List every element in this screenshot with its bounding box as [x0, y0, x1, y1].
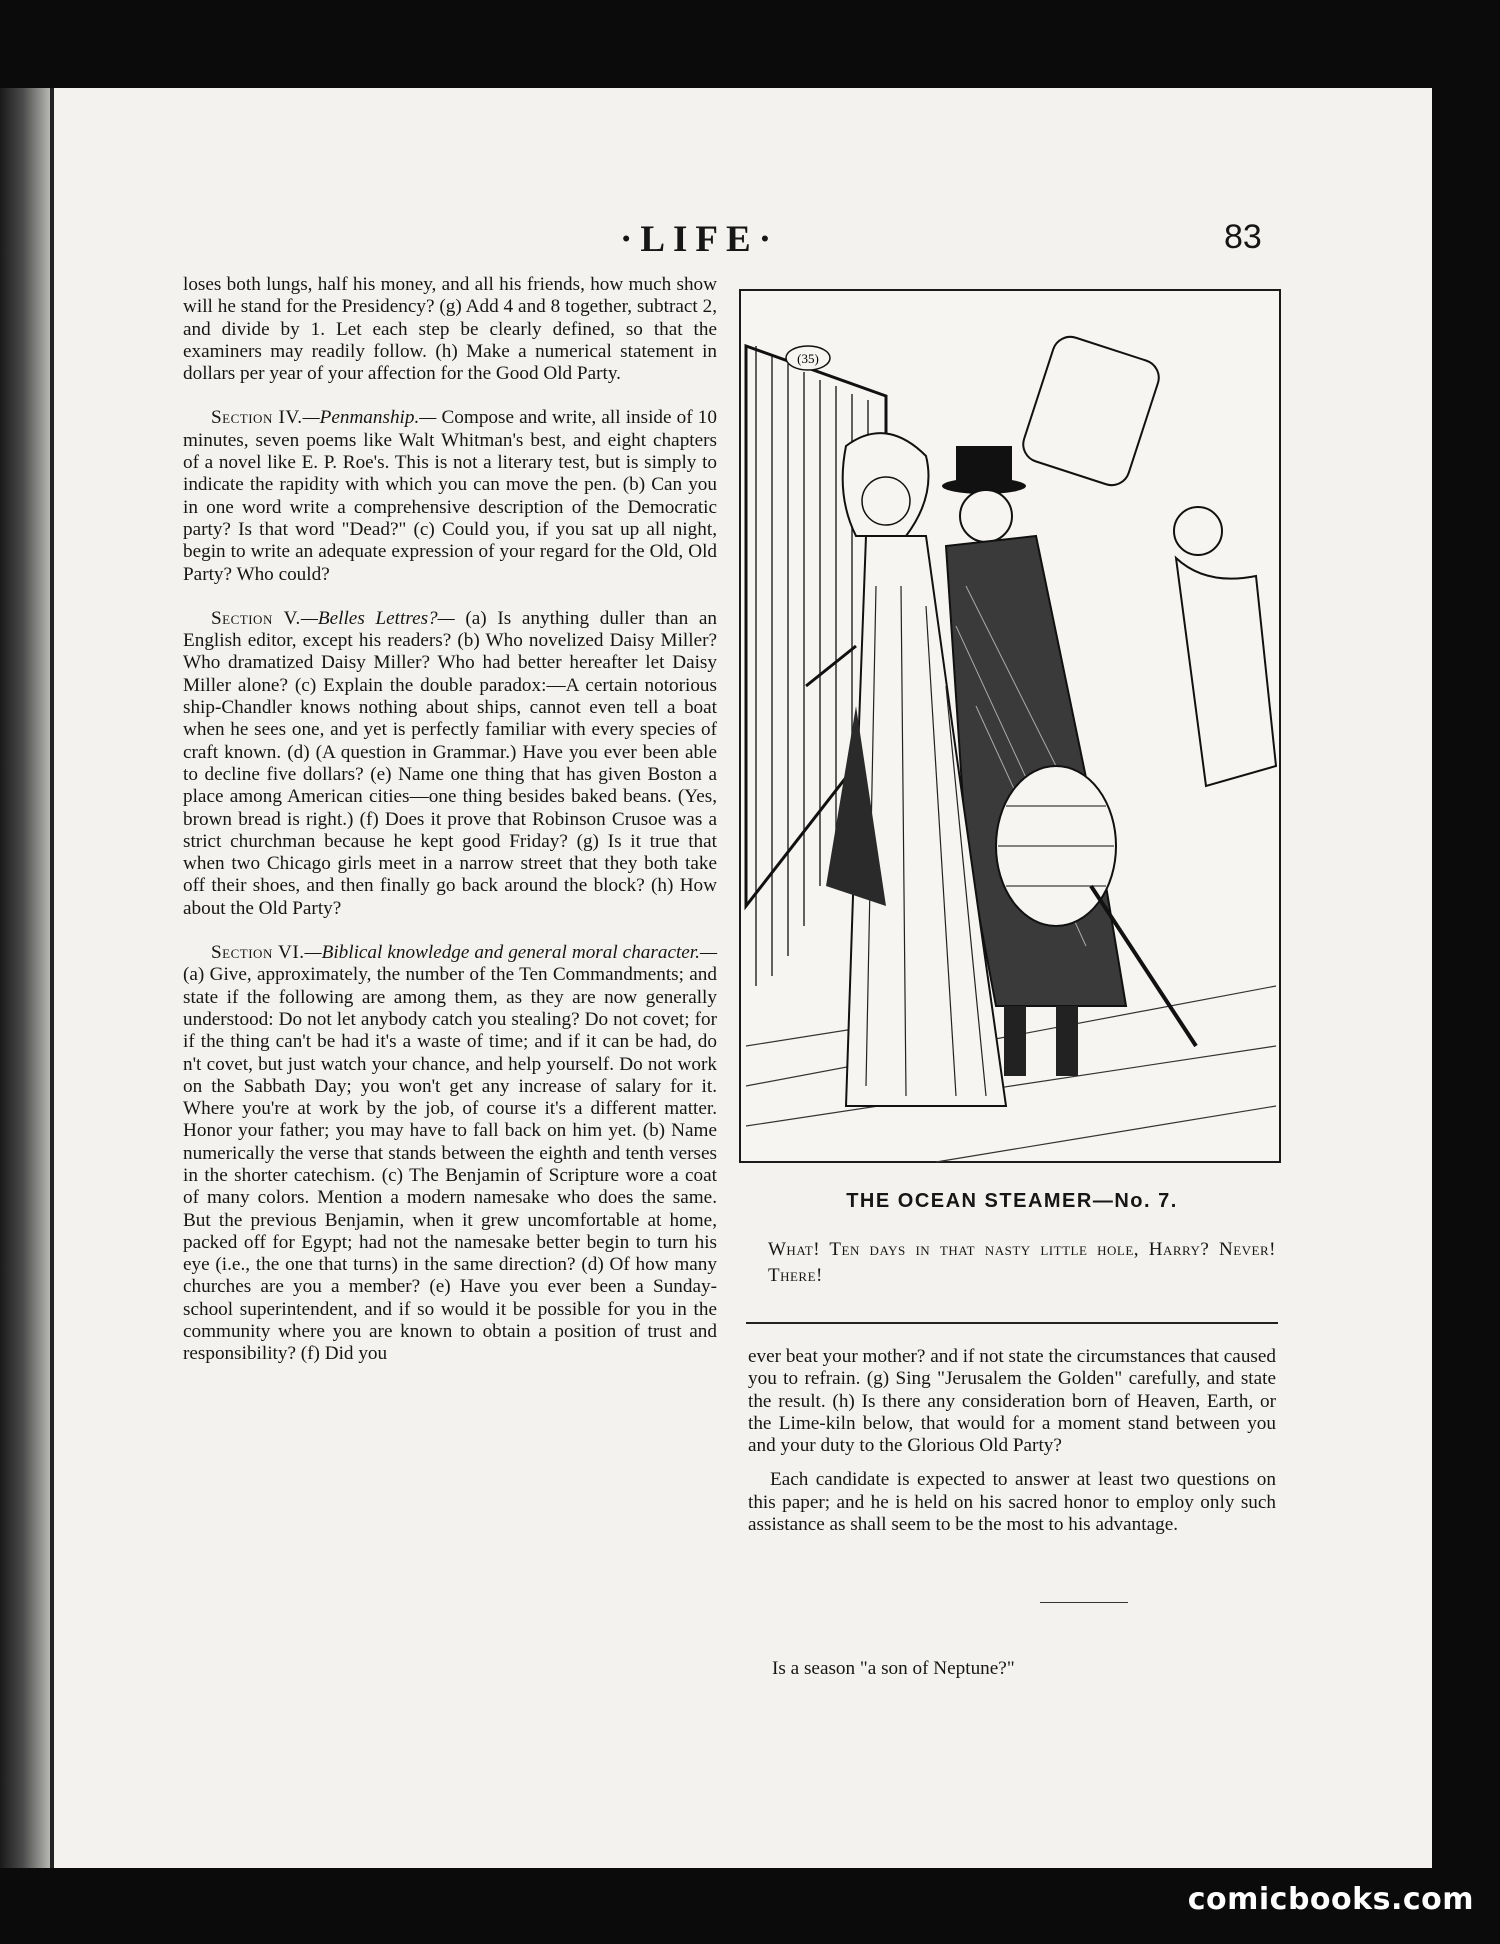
right-column [748, 1346, 1276, 1536]
section-heading: Section V. [211, 607, 301, 629]
section-body: Compose and write, all inside of 10 minutes, seven poems like Walt Whitman's best, and eight chapters of a novel like E. P. Roe's. This is not a literary test, but is simply to indicate the rapidity with which you can move the pen. (b) Can you in one word write a comprehensive description of the Democratic party? Is that word "Dead?" (c) Could you, if you sat up all night, begin to write an adequate expression of your regard for the Old, Old Party? Who could? [183, 407, 717, 585]
section-heading: Section IV. [211, 407, 303, 429]
section-body: (a) Is anything duller than an English editor, except his readers? (b) Who novelized Daisy Miller? Who dramatized Daisy Miller? Who had better hereafter let Daisy Miller alone? (c) Explain the double paradox:—A certain notorious ship-Chandler knows nothing about ships, cannot even tell a boat when he sees one, and yet is perfectly familiar with every species of craft known. (d) (A question in Grammar.) Have you ever been able to decline five dollars? (e) Name one thing that has given Boston a place among American cities—one thing besides baked beans. (Yes, brown bread is right.) (f) Does it prove that Robinson Crusoe was a strict churchman because he kept good Friday? (g) Is it true that when two Chicago girls meet in a narrow street that they both take off their shoes, and then finally go back around the block? (h) How about the Old Party? [183, 607, 718, 919]
watermark: comicbooks.com [1187, 1882, 1474, 1917]
column-divider [746, 1322, 1278, 1324]
section-title: —Biblical knowledge and general moral character.— [304, 942, 718, 964]
paragraph: Each candidate is expected to answer at least two questions on this paper; and he is held on his sacred honor to employ only such assistance as shall seem to be the most to his advantage. [748, 1469, 1276, 1536]
cabin-number: (35) [797, 351, 819, 366]
binding-shadow [0, 88, 56, 1868]
masthead: ·LIFE· [620, 219, 780, 260]
illustration-caption-title: THE OCEAN STEAMER—No. 7. [846, 1190, 1178, 1212]
ocean-steamer-illustration [736, 286, 1284, 1166]
paragraph: ever beat your mother? and if not state the circumstances that caused you to refrain. (g) Sing "Jerusalem the Golden" carefully, and state the result. (h) Is there any consideration born of Heaven, Earth, or the Lime-kiln below, that would for a moment stand between you and your duty to the Glorious Old Party? [748, 1346, 1276, 1457]
section-vi [183, 942, 717, 1366]
section-heading: Section VI. [211, 942, 305, 964]
cabin-number-plate [786, 346, 830, 370]
section-iv [183, 407, 717, 585]
paragraph: loses both lungs, half his money, and all his friends, how much show will he stand for the Presidency? (g) Add 4 and 8 together, subtract 2, and divide by 1. Let each step be clearly defined, so that the examiners may readily follow. (h) Make a numerical statement in dollars per year of your affection for the Good Old Party. [183, 274, 717, 385]
left-column [183, 274, 717, 1366]
short-rule [1040, 1602, 1128, 1603]
page-number: 83 [1224, 218, 1262, 256]
joke-line: Is a season "a son of Neptune?" [772, 1658, 1015, 1679]
section-title: —Penmanship.— [302, 407, 437, 429]
section-body: (a) Give, approximately, the number of the Ten Commandments; and state if the following are among them, as they are now generally understood: Do not let anybody catch you stealing? Do not covet; for if the thing can't be had it's a waste of time; and if it can be had, do n't covet, but just watch your chance, and help yourself. Do not work on the Sabbath Day; you won't get any increase of salary for it. Where you're at work by the job, of course it's a different matter. Honor your father; you may have to fall back on him yet. (b) Name numerically the verse that stands between the eighth and tenth verses in the shorter catechism. (c) The Benjamin of Scripture wore a coat of many colors. Mention a modern namesake who does the same. But the previous Benjamin, when it grew uncomfortable at home, packed off for Egypt; had not the namesake better begin to turn his eye (i.e., the one that turns) in the same direction? (d) Of how many churches are you a member? (e) Have you ever been a Sunday-school superintendent, and if so would it be possible for you in the community where you are known to obtain a position of trust and responsibility? (f) Did you [183, 964, 717, 1365]
illustration-caption-text: What! Ten days in that nasty little hole, Harry? Never! There! [768, 1239, 1276, 1286]
section-v [183, 608, 717, 920]
section-title: —Belles Lettres?— [300, 607, 455, 629]
